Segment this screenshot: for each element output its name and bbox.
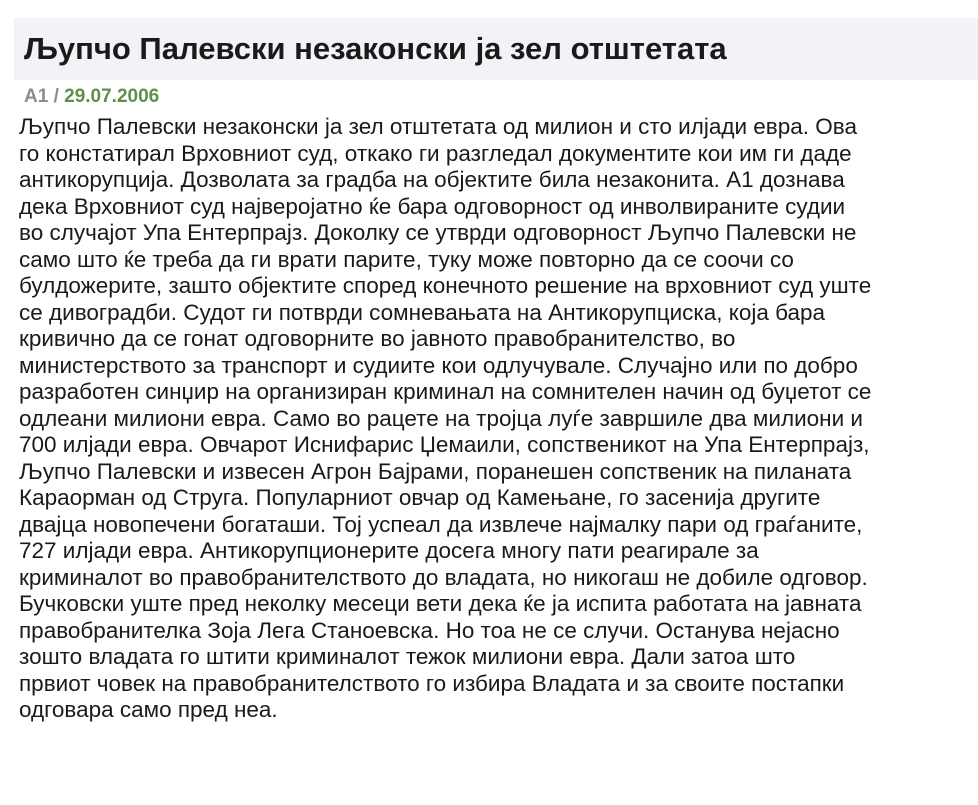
body-line: во случајот Упа Ентерпрајз. Доколку се утврди одговорност Љупчо Палевски не — [19, 220, 857, 245]
body-line: 700 илјади евра. Овчарот Иснифарис Џемаили, сопственикот на Упа Ентерпрајз, — [19, 432, 870, 457]
article-title: Љупчо Палевски незаконски ја зел отштетата — [24, 31, 727, 66]
article-date: 29.07.2006 — [64, 86, 160, 107]
article-meta — [24, 86, 978, 108]
body-line: кривично да се гонат одговорните во јавното правобранителство, во — [19, 326, 736, 351]
body-line: одговара само пред неа. — [19, 697, 278, 722]
body-line: го констатирал Врховниот суд, откако ги разгледал документите кои им ги даде — [19, 140, 852, 166]
body-line: криминалот во правобранителството до владата, но никогаш не добиле одговор. — [19, 564, 868, 590]
body-line: булдожерите, зашто објектите според конечното решение на врховниот суд уште — [19, 273, 872, 298]
body-line: само што ќе треба да ги врати парите, туку може повторно да се соочи со — [19, 246, 794, 272]
body-line: двајца новопечени богаташи. Тој успеал да извлече најмалку пари од граѓаните, — [19, 511, 863, 537]
body-line: разработен синџир на организиран криминал на сомнителен начин од буџетот се — [19, 379, 872, 404]
body-line: министерството за транспорт и судиите кои одлучувале. Случајно или по добро — [19, 352, 858, 378]
body-line: Бучковски уште пред неколку месеци вети дека ќе ја испита работата на јавната — [19, 591, 862, 616]
body-line: Љупчо Палевски и извесен Агрон Бајрами, поранешен сопственик на пиланата — [19, 458, 852, 484]
body-line: дека Врховниот суд најверојатно ќе бара одговорност од инволвираните судии — [19, 193, 846, 219]
body-line: антикорупција. Дозволата за градба на објектите била незаконита. А1 дознава — [19, 167, 845, 192]
body-line: 727 илјади евра. Антикорупционерите досега многу пати реагирале за — [19, 538, 759, 563]
body-line: зошто владата го штити криминалот тежок милиони евра. Дали затоа што — [19, 644, 796, 669]
body-line: Караорман од Струга. Популарниот овчар од Камењане, го засенија другите — [19, 485, 821, 510]
body-line: се дивоградби. Судот ги потврди сомневањата на Антикорупциска, која бара — [19, 299, 826, 325]
article-body — [19, 114, 978, 724]
headline-bar — [14, 18, 978, 80]
meta-separator: / — [53, 86, 59, 107]
body-line: одлеани милиони евра. Само во рацете на тројца луѓе завршиле два милиони и — [19, 405, 863, 431]
body-line: правобранителка Зоја Лега Станоевска. Но тоа не се случи. Останува нејасно — [19, 617, 840, 643]
article-source: А1 — [24, 86, 49, 107]
body-line: првиот човек на правобранителството го избира Владата и за своите постапки — [19, 670, 845, 696]
body-line: Љупчо Палевски незаконски ја зел отштетата од милион и сто илјади евра. Ова — [19, 114, 858, 139]
